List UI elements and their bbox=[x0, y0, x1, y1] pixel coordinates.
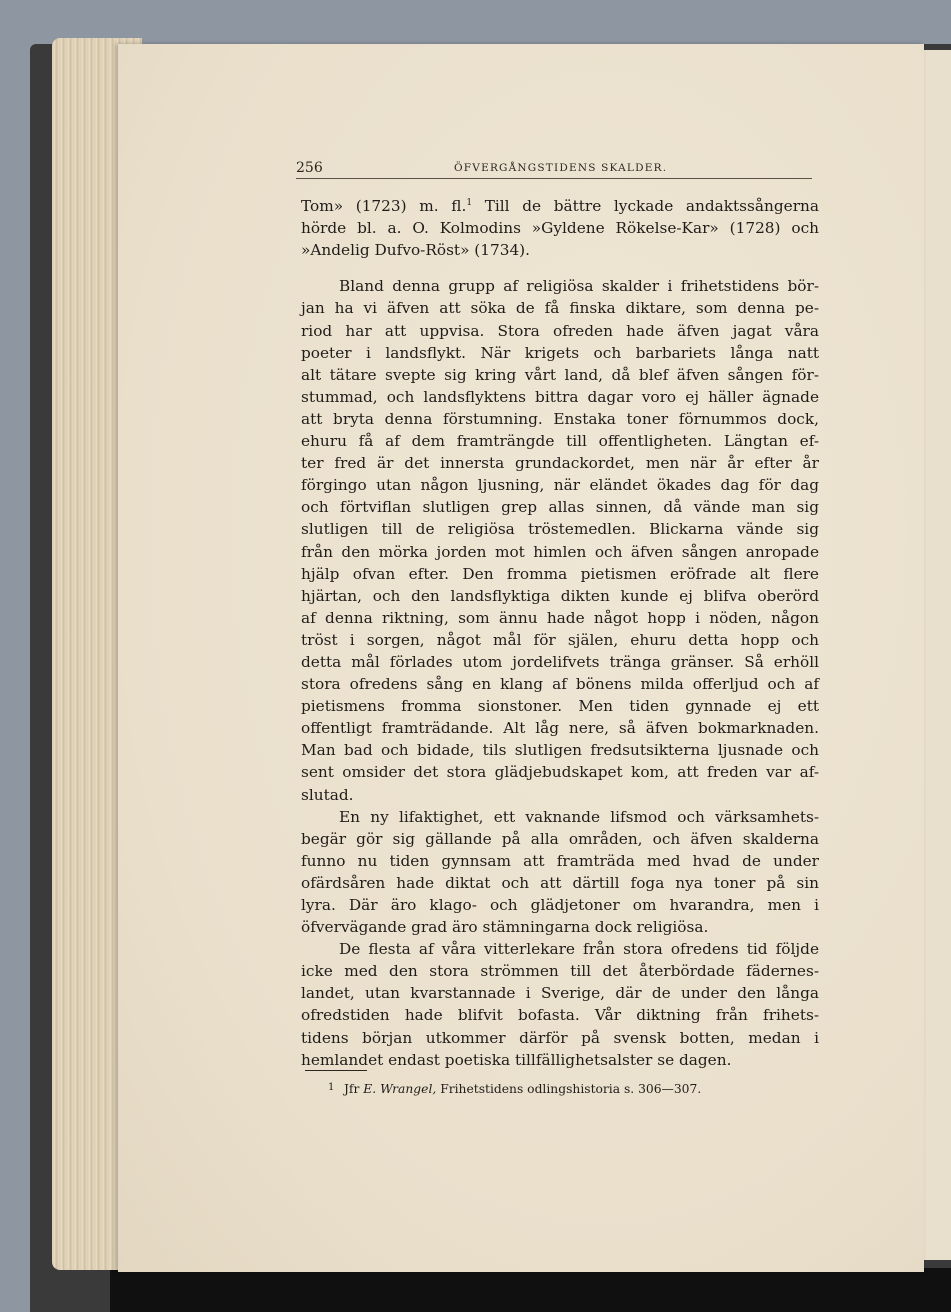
text-line: Man bad och bidade, tils slutligen fredsutsikterna ljusnade och bbox=[301, 741, 819, 760]
text-line: från den mörka jorden mot himlen och äfven sången anropade bbox=[301, 542, 819, 561]
text-line: hjärtan, och den landsflyktiga dikten kunde ej blifva oberörd bbox=[301, 586, 819, 605]
text-line: riod har att uppvisa. Stora ofreden hade äfven jagat våra bbox=[301, 321, 819, 340]
paragraph bbox=[301, 938, 819, 1071]
text-line: stora ofredens sång en klang af bönens milda offerljud och af bbox=[301, 675, 819, 694]
footnote bbox=[328, 1082, 702, 1096]
footnote-prefix: Jfr bbox=[344, 1082, 364, 1096]
text-line: pietismens fromma sionstoner. Men tiden gynnade ej ett bbox=[301, 697, 819, 716]
paragraph bbox=[301, 806, 819, 939]
text-line: De flesta af våra vitterlekare från stora ofredens tid följde bbox=[339, 940, 819, 959]
footnote-text: Frihetstidens odlingshistoria s. 306—307. bbox=[436, 1082, 702, 1096]
text-line: slutligen till de religiösa tröstemedlen. Blickarna vände sig bbox=[301, 520, 819, 539]
text-line: sent omsider det stora glädjebudskapet kom, att freden var af- bbox=[301, 763, 819, 782]
text-line: landet, utan kvarstannade i Sverige, där de under den långa bbox=[301, 984, 819, 1003]
paragraph bbox=[301, 275, 819, 805]
text-line: af denna riktning, som ännu hade något hopp i nöden, någon bbox=[301, 608, 819, 627]
body-text bbox=[301, 192, 819, 1071]
text-fragment: Till de bättre lyckade andaktssångerna bbox=[472, 197, 819, 216]
text-line: förgingo utan någon ljusning, när eländet ökades dag för dag bbox=[301, 476, 819, 495]
text-line: ofredstiden hade blifvit bofasta. Vår diktning från frihets- bbox=[301, 1006, 819, 1025]
text-line bbox=[301, 192, 819, 217]
text-line: begär gör sig gällande på alla områden, och äfven skalderna bbox=[301, 829, 819, 848]
book-cover-bottom bbox=[110, 1268, 951, 1312]
text-line: alt tätare svepte sig kring vårt land, då blef äfven sången för- bbox=[301, 365, 819, 384]
text-line: öfvervägande grad äro stämningarna dock religiösa. bbox=[301, 918, 709, 937]
text-line: hjälp ofvan efter. Den fromma pietismen eröfrade alt flere bbox=[301, 564, 819, 583]
text-line: tidens början utkommer därför på svensk botten, medan i bbox=[301, 1028, 819, 1047]
text-line: »Andelig Dufvo-Röst» (1734). bbox=[301, 241, 531, 260]
text-line: hemlandet endast poetiska tillfällighetsalster se dagen. bbox=[301, 1050, 732, 1069]
text-line: poeter i landsflykt. När krigets och barbariets långa natt bbox=[301, 343, 819, 362]
footnote-reference[interactable]: 1 bbox=[466, 198, 473, 208]
text-line: offentligt framträdande. Alt låg nere, så äfven bokmarknaden. bbox=[301, 719, 819, 738]
text-line: ehuru få af dem framträngde till offentligheten. Längtan ef- bbox=[301, 432, 819, 451]
text-line: att bryta denna förstumning. Enstaka toner förnummos dock, bbox=[301, 409, 819, 428]
text-line: Bland denna grupp af religiösa skalder i frihetstidens bör- bbox=[339, 277, 819, 296]
text-line: lyra. Där äro klago- och glädjetoner om hvarandra, men i bbox=[301, 896, 819, 914]
text-line: och förtviflan slutligen grep allas sinnen, då vände man sig bbox=[301, 498, 819, 517]
footnote-mark: 1 bbox=[328, 1082, 335, 1093]
text-line: funno nu tiden gynnsam att framträda med hvad de under bbox=[301, 851, 819, 870]
running-head bbox=[296, 158, 812, 179]
text-line: ter fred är det innersta grundackordet, men när år efter år bbox=[301, 454, 819, 473]
text-line: jan ha vi äfven att söka de få finska diktare, som denna pe- bbox=[301, 299, 819, 318]
text-fragment: Tom» (1723) m. fl. bbox=[301, 197, 467, 216]
chapter-title: ÖFVERGÅNGSTIDENS SKALDER. bbox=[454, 162, 668, 174]
text-line: slutad. bbox=[301, 785, 354, 804]
text-line: ofärdsåren hade diktat och att därtill foga nya toner på sin bbox=[301, 873, 819, 892]
page-number: 256 bbox=[296, 160, 323, 176]
text-line: hörde bl. a. O. Kolmodins »Gyldene Rökelse-Kar» (1728) och bbox=[301, 219, 819, 238]
footnote-divider bbox=[305, 1070, 367, 1071]
footnote-author: E. Wrangel, bbox=[363, 1082, 437, 1096]
text-line: stummad, och landsflyktens bittra dagar voro ej häller ägnade bbox=[301, 387, 819, 406]
text-line: detta mål förlades utom jordelifvets tränga gränser. Så erhöll bbox=[301, 652, 819, 671]
text-line: icke med den stora strömmen till det återbördade fädernes- bbox=[301, 962, 819, 981]
text-line: tröst i sorgen, något mål för själen, ehuru detta hopp och bbox=[301, 630, 819, 649]
text-line: En ny lifaktighet, ett vaknande lifsmod och värksamhets- bbox=[339, 807, 819, 826]
paragraph bbox=[301, 192, 819, 261]
